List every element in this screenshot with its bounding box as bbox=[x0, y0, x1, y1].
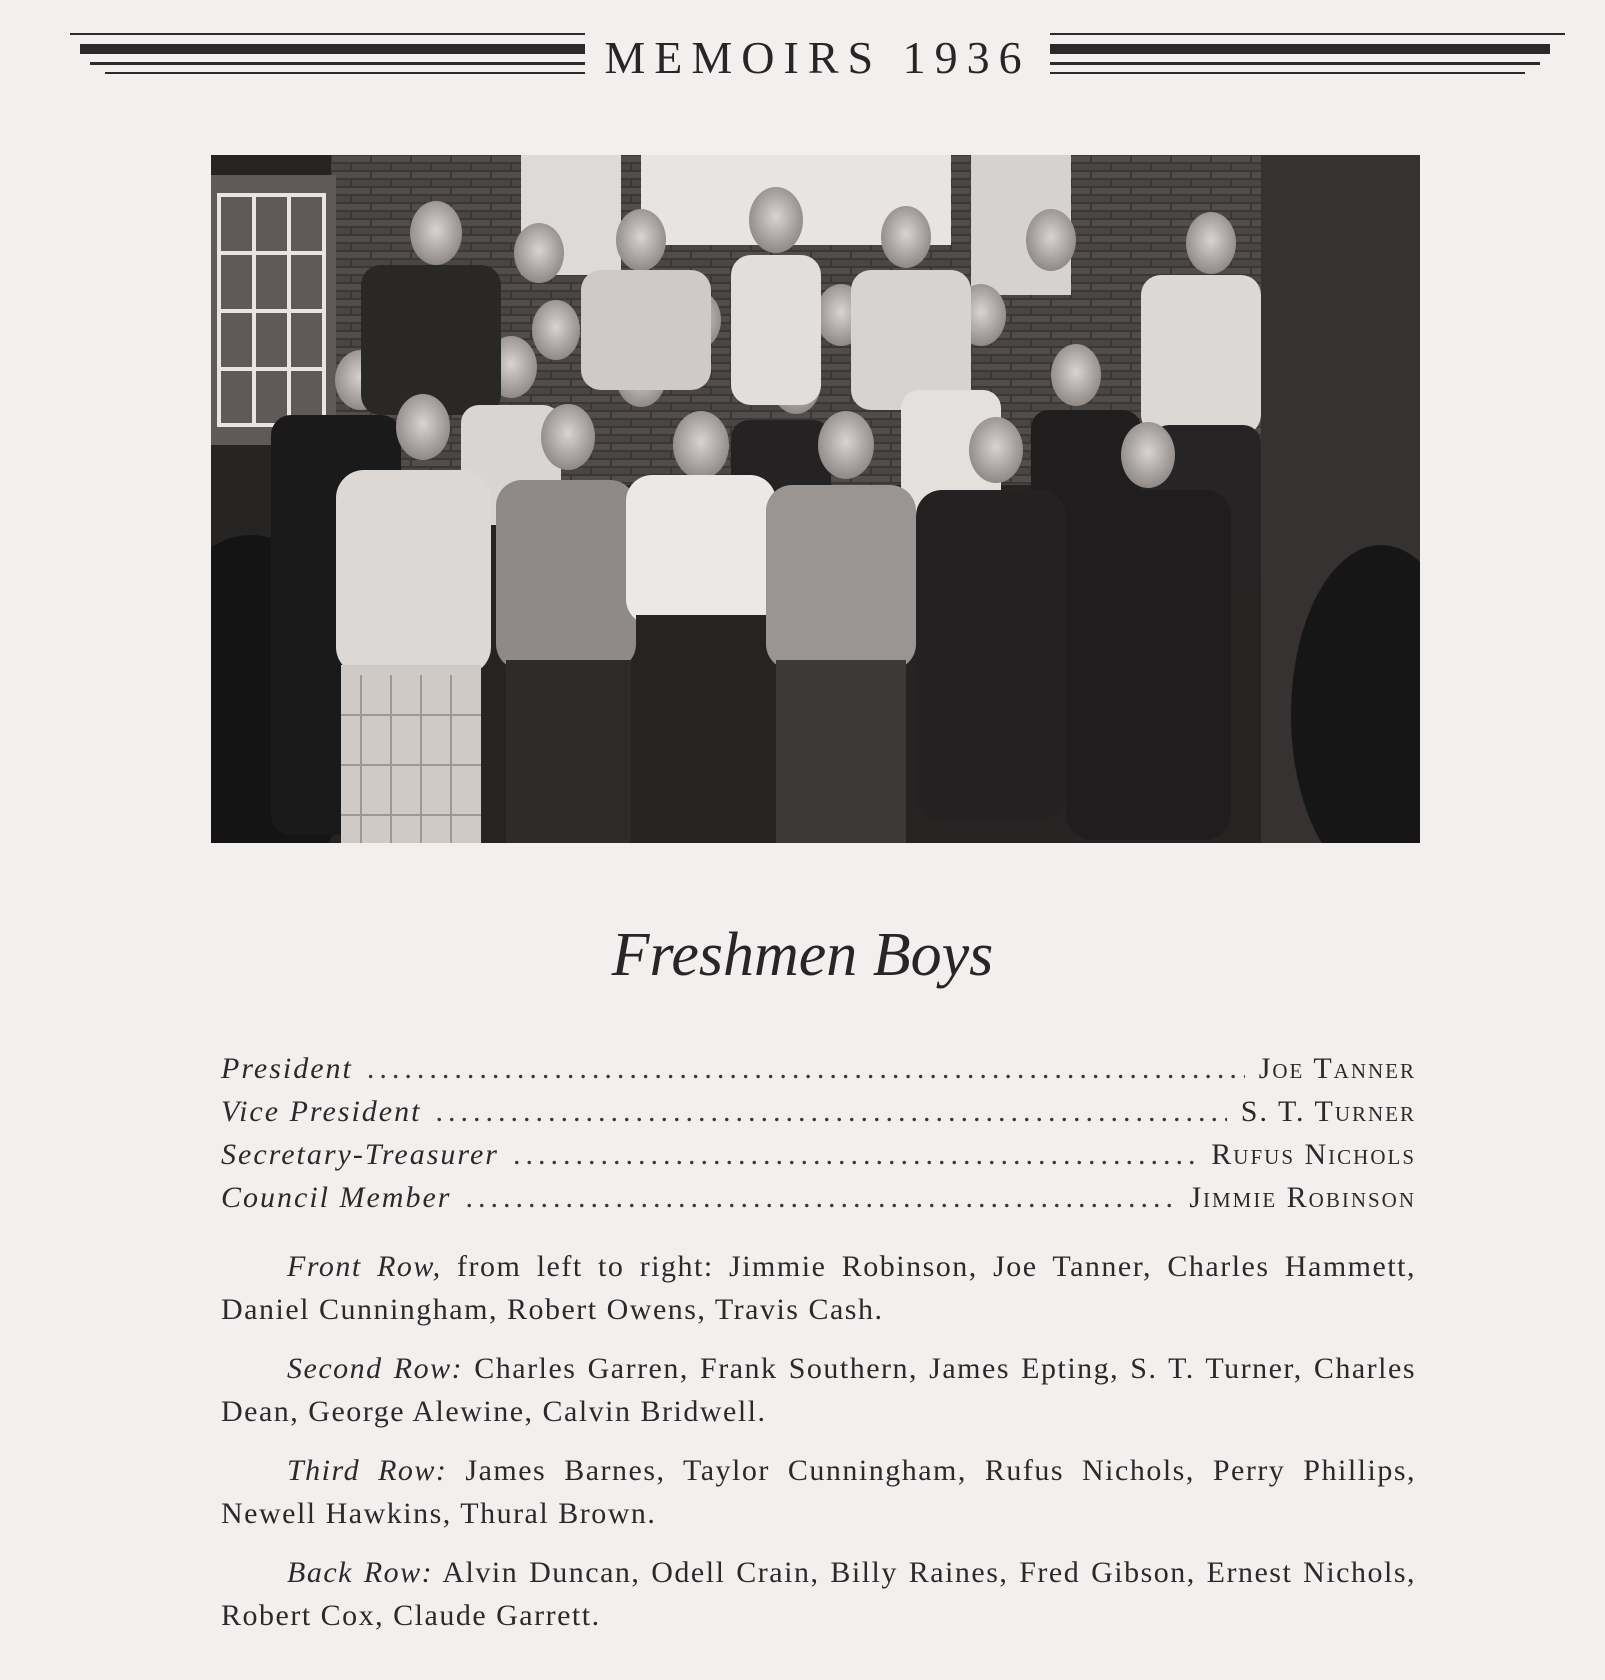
row-label: Back Row: bbox=[287, 1556, 434, 1589]
officer-row-vice-president bbox=[221, 1095, 1416, 1138]
leader-dots bbox=[435, 1095, 1226, 1129]
row-paragraph-front bbox=[221, 1245, 1416, 1331]
officer-role: Council Member bbox=[221, 1181, 452, 1214]
row-label: Second Row: bbox=[287, 1352, 464, 1385]
row-names: James Barnes, Taylor Cunningham, Rufus Nichols, Perry Phillips, Newell Hawkins, Thural Brown. bbox=[221, 1454, 1417, 1530]
section-title: Freshmen Boys bbox=[611, 921, 994, 989]
row-paragraph-third bbox=[221, 1449, 1416, 1535]
header-rules-right bbox=[1045, 30, 1565, 85]
officers-list bbox=[221, 1052, 1416, 1224]
row-names: Alvin Duncan, Odell Crain, Billy Raines, Fred Gibson, Ernest Nichols, Robert Cox, Claude Garrett. bbox=[221, 1556, 1416, 1632]
leader-dots bbox=[367, 1052, 1245, 1086]
leader-dots bbox=[465, 1181, 1175, 1215]
leader-dots bbox=[513, 1138, 1197, 1172]
officer-row-president bbox=[221, 1052, 1416, 1095]
group-photo bbox=[211, 155, 1420, 843]
header-title: MEMOIRS 1936 bbox=[604, 32, 1031, 83]
officer-name: S. T. Turner bbox=[1240, 1095, 1416, 1128]
row-names: from left to right: Jimmie Robinson, Joe Tanner, Charles Hammett, Daniel Cunningham, Robert Owens, Travis Cash. bbox=[221, 1250, 1416, 1326]
officer-name: Jimmie Robinson bbox=[1189, 1181, 1416, 1214]
row-paragraph-back bbox=[221, 1551, 1416, 1637]
row-paragraph-second bbox=[221, 1347, 1416, 1433]
photo-row-listings bbox=[221, 1245, 1416, 1653]
officer-row-secretary-treasurer bbox=[221, 1138, 1416, 1181]
officer-role: President bbox=[221, 1052, 353, 1085]
row-label: Third Row: bbox=[287, 1454, 448, 1487]
officer-name: Rufus Nichols bbox=[1211, 1138, 1416, 1171]
page-header bbox=[70, 30, 1565, 85]
row-names: Charles Garren, Frank Southern, James Epting, S. T. Turner, Charles Dean, George Alewine, Calvin Bridwell. bbox=[221, 1352, 1417, 1428]
officer-row-council-member bbox=[221, 1181, 1416, 1224]
officer-name: Joe Tanner bbox=[1258, 1052, 1416, 1085]
officer-role: Secretary-Treasurer bbox=[221, 1138, 499, 1171]
row-label: Front Row, bbox=[287, 1250, 442, 1283]
group-photo-image bbox=[211, 155, 1420, 843]
officer-role: Vice President bbox=[221, 1095, 422, 1128]
